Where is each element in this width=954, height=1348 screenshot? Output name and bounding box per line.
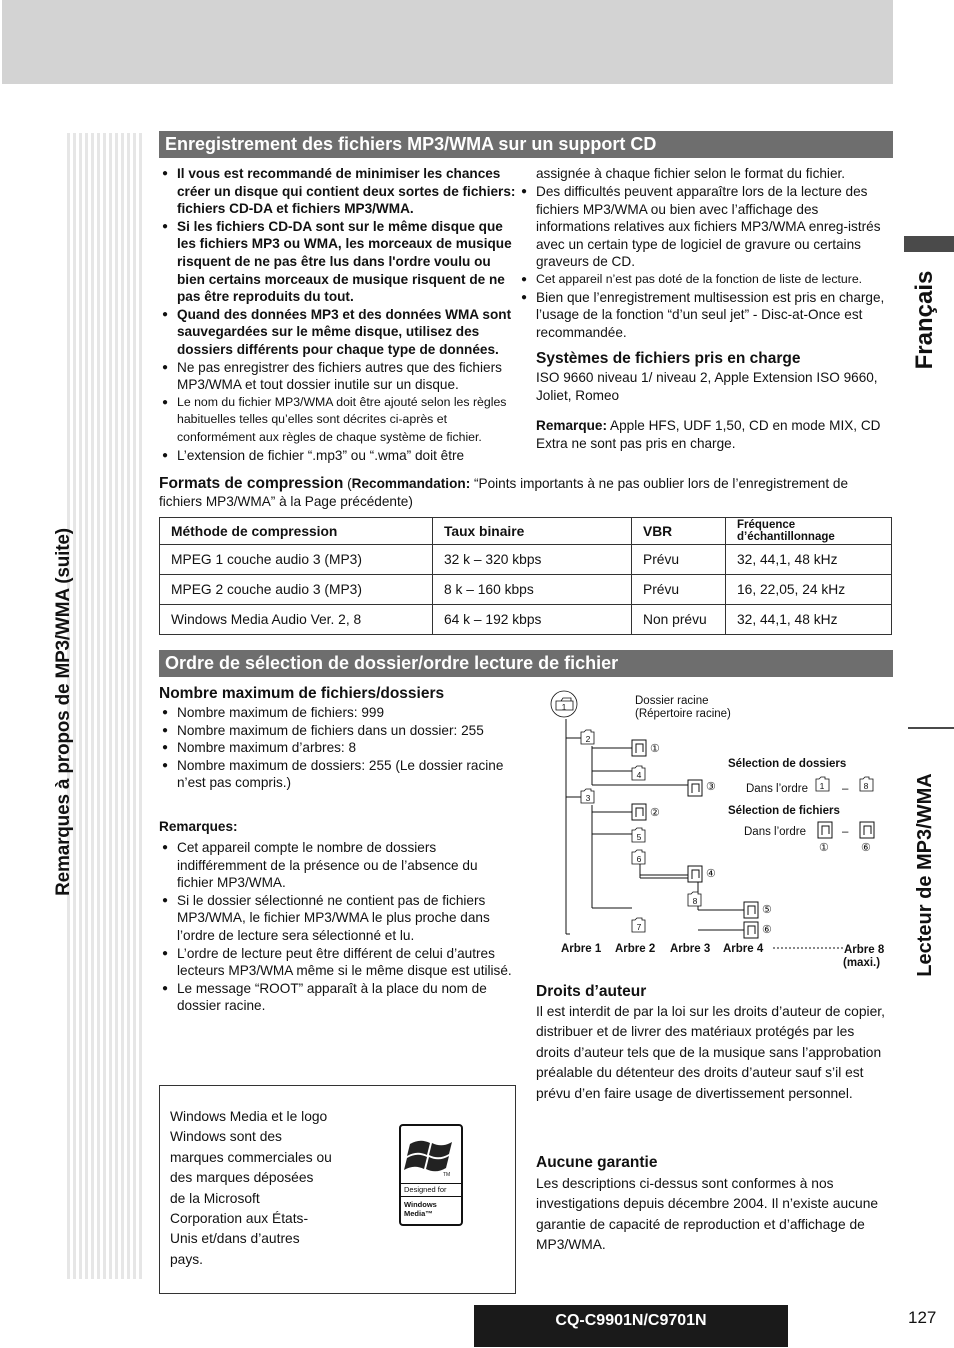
file-mark: ⑥ [762, 924, 772, 936]
table-header-row [160, 518, 892, 545]
file-order-dash: – [842, 826, 849, 838]
music-file-icon [632, 804, 646, 820]
music-file-icon [688, 866, 702, 882]
music-file-icon [744, 922, 758, 938]
folder-number: 1 [561, 702, 567, 712]
windows-flag-icon [401, 1128, 461, 1188]
bullet-item: ● Bien que l’enregistrement multisession est pris en charge, l’usage de la fonction “d’un seul jet” - Disc-at-Once est recommandée. [518, 289, 896, 342]
table-cell: MPEG 2 couche audio 3 (MP3) [160, 575, 433, 605]
remark-label: Remarque: [536, 418, 608, 433]
bullet-item: ● Cet appareil n’est pas doté de la fonction de liste de lecture. [518, 271, 896, 289]
table-header: Méthode de compression [160, 518, 433, 545]
folder-number: 8 [692, 896, 698, 906]
formats-recommendation-text: “Points importants à ne pas oublier lors de l’enregistrement de fichiers MP3/WMA” à la Page précédente) [159, 476, 849, 509]
bullet-item: ● Nombre maximum d’arbres: 8 [159, 739, 517, 757]
language-tab: Français [911, 270, 938, 370]
root-label-sub: (Répertoire racine) [635, 708, 731, 720]
table-cell: Windows Media Audio Ver. 2, 8 [160, 605, 433, 635]
file-mark: ⑤ [762, 904, 772, 916]
folder-selection-label: Sélection de dossiers [728, 758, 847, 770]
bullet-item: ● Cet appareil compte le nombre de dossiers indifféremment de la présence ou de l’absence du fichier MP3/WMA. [159, 839, 517, 892]
table-cell: 16, 22,05, 24 kHz [726, 575, 892, 605]
table-cell: Prévu [632, 575, 726, 605]
side-stripes [67, 133, 145, 1279]
file-selection-label: Sélection de fichiers [728, 805, 840, 817]
bullet-item: ● Nombre maximum de fichiers dans un dossier: 255 [159, 722, 517, 740]
table-header: VBR [632, 518, 726, 545]
bullet-item: ● Le message “ROOT” apparaît à la place du nom de dossier racine. [159, 980, 517, 1015]
music-file-icon [632, 740, 646, 756]
remarques-heading: Remarques: [159, 819, 238, 834]
bullet-item: ● Nombre maximum de fichiers: 999 [159, 704, 517, 722]
table-row [160, 575, 892, 605]
filesystems-heading: Systèmes de fichiers pris en charge [536, 350, 801, 367]
side-title: Remarques à propos de MP3/WMA (suite) [53, 528, 74, 896]
bullet-item: ● Il vous est recommandé de minimiser les chances créer un disque qui contient deux sortes de fichiers: fichiers CD-DA et fichiers MP3/WMA. [159, 165, 517, 218]
table-cell: MPEG 1 couche audio 3 (MP3) [160, 545, 433, 575]
logo-brand [404, 1200, 437, 1218]
tree-label-last: Arbre 8 [844, 944, 885, 956]
max-heading: Nombre maximum de fichiers/dossiers [159, 685, 445, 702]
logo-divider [401, 1196, 461, 1197]
formats-heading: Formats de compression [159, 475, 344, 492]
tree-label: Arbre 2 [615, 943, 656, 955]
folder-number: 6 [636, 854, 642, 864]
warranty-text: Les descriptions ci-dessus sont conformes à nos investigations depuis décembre 2004. Il n’existe aucune garantie de capacité de reproduction et d’affichage de MP3/WMA. [536, 1176, 879, 1253]
table-row [160, 545, 892, 575]
file-mark: ① [650, 743, 660, 755]
bullet-item: ● Si le dossier sélectionné ne contient pas de fichiers MP3/WMA, le fichier MP3/WMA le plus proche dans l’ordre de lecture sera sélectionné et lu. [159, 892, 517, 945]
formats-paren: ( [343, 476, 352, 491]
legend-file-mark: ① [819, 842, 829, 854]
music-file-icon [688, 780, 702, 796]
bullet-item: ● L’ordre de lecture peut être différent de celui d’autres lecteurs MP3/WMA même si le même disque est utilisé. [159, 945, 517, 980]
bullet-item: ● L’extension de fichier “.mp3” ou “.wma” doit être [159, 447, 517, 465]
tree-label: Arbre 4 [723, 943, 764, 955]
folder-number: 5 [636, 832, 642, 842]
continuation-text: assignée à chaque fichier selon le format du fichier. [536, 166, 846, 181]
tree-label: Arbre 3 [670, 943, 711, 955]
page-number: 127 [908, 1308, 937, 1327]
folder-order-label: Dans l’ordre [746, 783, 808, 795]
folder-order-dash: – [842, 783, 849, 795]
recording-right-bullets [518, 183, 896, 341]
folder-tree-diagram [540, 686, 900, 976]
remark-text: Apple HFS, UDF 1,50, CD en mode MIX, CD Extra ne sont pas pris en charge. [536, 418, 881, 451]
bullet-item: ● Si les fichiers CD-DA sont sur le même disque que les fichiers MP3 ou WMA, les morceaux de musique risquent de ne pas être lus dans l'ordre voulu ou bien certains morceaux de musique risquent de ne pas être reproduits du tout. [159, 218, 517, 306]
bullet-item: ● Nombre maximum de dossiers: 255 (Le dossier racine n’est pas compris.) [159, 757, 517, 792]
trademark-box [159, 1085, 516, 1294]
max-bullets [159, 704, 517, 792]
bullet-item: ● Quand des données MP3 et des données WMA sont sauvegardées sur le même disque, utilisez des dossiers différents pour chaque type de données. [159, 306, 517, 359]
logo-divider [401, 1183, 461, 1184]
legend-file-mark: ⑥ [861, 842, 871, 854]
table-cell: Non prévu [632, 605, 726, 635]
file-mark: ③ [706, 781, 716, 793]
section-title-order: Ordre de sélection de dossier/ordre lecture de fichier [159, 650, 893, 677]
model-footer: CQ-C9901N/C9701N [474, 1305, 788, 1347]
remarques-bullets [159, 839, 517, 1015]
tree-label-max: (maxi.) [843, 957, 881, 969]
file-mark: ② [650, 807, 660, 819]
music-file-icon [860, 822, 874, 838]
formats-recommendation-label: Recommandation: [351, 476, 471, 491]
logo-tm: TM [443, 1172, 451, 1178]
recording-left-bullets [159, 165, 517, 464]
section-title-recording: Enregistrement des fichiers MP3/WMA sur un support CD [159, 131, 893, 158]
table-header: Fréquence d’échantillonnage [726, 518, 892, 545]
table-cell: 32, 44,1, 48 kHz [726, 545, 892, 575]
root-label: Dossier racine [635, 695, 709, 707]
file-mark: ④ [706, 868, 716, 880]
logo-brand-line: Media™ [404, 1209, 433, 1218]
warranty-heading: Aucune garantie [536, 1154, 658, 1171]
table-cell: 32, 44,1, 48 kHz [726, 605, 892, 635]
logo-designed-for: Designed for [404, 1185, 447, 1194]
tree-label: Arbre 1 [561, 943, 602, 955]
table-cell: 32 k – 320 kbps [433, 545, 632, 575]
formats-paragraph [159, 474, 894, 511]
music-file-icon [818, 822, 832, 838]
folder-number: 3 [585, 793, 591, 803]
table-row [160, 605, 892, 635]
folder-number: 4 [636, 770, 642, 780]
header-band [2, 0, 893, 84]
music-file-icon [744, 902, 758, 918]
copyright-text: Il est interdit de par la loi sur les droits d’auteur de copier, distribuer et de livrer des matériaux protégés par les droits d’auteur tels que de la musique sans l’approbation préalable du détenteur des droits d’auteur sauf s’il est prévu d’en faire usage de divertissement personnel. [536, 1004, 885, 1101]
trademark-text: Windows Media et le logo Windows sont des marques commerciales ou des marques déposées de la Microsoft Corporation aux États-Unis et/dans d’autres pays. [170, 1109, 332, 1267]
bullet-item: ● Ne pas enregistrer des fichiers autres que des fichiers MP3/WMA et tout dossier inutile sur un disque. [159, 359, 517, 394]
copyright-heading: Droits d’auteur [536, 983, 647, 1000]
legend-folder-number: 8 [863, 781, 869, 791]
folder-number: 2 [585, 734, 591, 744]
file-order-label: Dans l’ordre [744, 826, 806, 838]
compression-table [159, 517, 892, 635]
logo-brand-line: Windows [404, 1200, 437, 1209]
folder-number: 7 [636, 922, 642, 932]
table-cell: 64 k – 192 kbps [433, 605, 632, 635]
bullet-item: ● Le nom du fichier MP3/WMA doit être ajouté selon les règles habituelles telles qu’elles sont décrites ci-après et conformément aux règles de chaque système de fichier. [159, 394, 517, 447]
table-cell: 8 k – 160 kbps [433, 575, 632, 605]
bullet-item: ● Des difficultés peuvent apparaître lors de la lecture des fichiers MP3/WMA ou bien avec l’affichage des informations relatives aux fichiers MP3/WMA enreg-istrés avec un certain type de logiciel de gravure ou certains graveurs de CD. [518, 183, 896, 271]
legend-folder-number: 1 [819, 781, 825, 791]
table-cell: Prévu [632, 545, 726, 575]
filesystems-text: ISO 9660 niveau 1/ niveau 2, Apple Extension ISO 9660, Joliet, Romeo [536, 370, 878, 403]
windows-media-logo [399, 1124, 463, 1226]
table-header: Taux binaire [433, 518, 632, 545]
section-tab: Lecteur de MP3/WMA [914, 773, 936, 977]
remark-paragraph [536, 417, 894, 452]
